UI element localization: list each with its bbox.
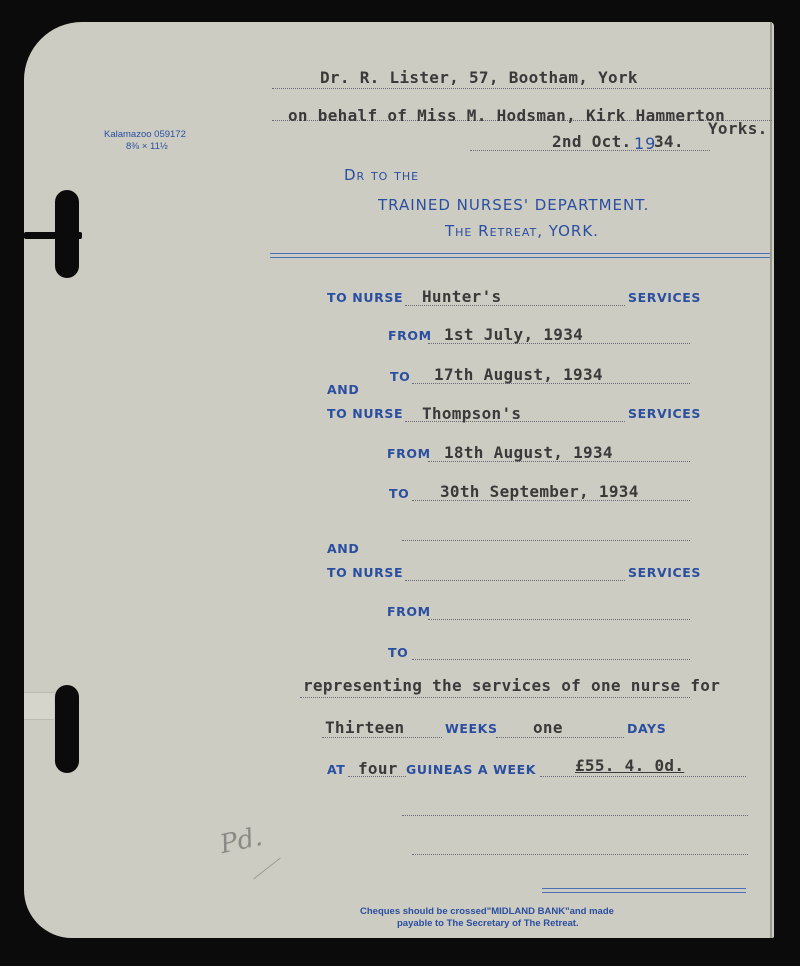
at-label: AT — [327, 762, 346, 777]
nurse-line-3 — [405, 580, 625, 581]
header-rule-2 — [270, 257, 770, 258]
days-line — [496, 737, 624, 738]
from-line-3 — [428, 619, 690, 620]
to-date-1: 17th August, 1934 — [434, 365, 603, 384]
header-rule-1 — [270, 253, 770, 254]
to-label-3: TO — [388, 645, 409, 660]
stock-label: Kalamazoo 059172 — [104, 129, 186, 140]
from-date-1: 1st July, 1934 — [444, 325, 584, 344]
to-label-1: TO — [390, 369, 411, 384]
sheet-edge — [770, 22, 772, 938]
binder-tab — [24, 692, 54, 720]
weeks-line — [322, 737, 442, 738]
from-label-1: FROM — [388, 328, 432, 343]
services-label-3: SERVICES — [628, 565, 702, 580]
binder-clip-top — [24, 232, 82, 239]
nurse-name-2: Thompson's — [422, 404, 522, 423]
total-rule-1 — [542, 888, 746, 889]
to-nurse-label-3: TO NURSE — [327, 565, 404, 580]
from-label-2: FROM — [387, 446, 431, 461]
representing-line — [300, 697, 690, 698]
on-behalf: on behalf of Miss M. Hodsman, Kirk Hammerton — [288, 106, 726, 125]
days-label: DAYS — [627, 721, 667, 736]
to-nurse-label-2: TO NURSE — [327, 406, 404, 421]
from-label-3: FROM — [387, 604, 431, 619]
date-year-printed: 19 — [634, 134, 657, 153]
total-line — [540, 776, 746, 777]
dr-to-the: Dr to the — [344, 166, 420, 184]
department-name: TRAINED NURSES' DEPARTMENT. — [378, 196, 650, 214]
services-label-2: SERVICES — [628, 406, 702, 421]
department-address: The Retreat, YORK. — [445, 222, 599, 240]
to-nurse-label-1: TO NURSE — [327, 290, 404, 305]
days-value: one — [533, 718, 563, 737]
date-year: 34. — [654, 132, 684, 151]
invoice-sheet — [24, 22, 774, 938]
weeks-value: Thirteen — [325, 718, 405, 737]
and-label-1: AND — [327, 382, 360, 397]
weeks-label: WEEKS — [445, 721, 498, 736]
county: Yorks. — [708, 119, 768, 138]
and-label-2: AND — [327, 541, 360, 556]
from-date-2: 18th August, 1934 — [444, 443, 613, 462]
pencil-annotation: Pd. — [217, 821, 266, 861]
footer-line-1: Cheques should be crossed"MIDLAND BANK"and made — [360, 906, 614, 917]
addressee-line — [272, 88, 772, 89]
to-line-3 — [412, 659, 690, 660]
extra-line-2 — [412, 854, 748, 855]
total-amount: £55. 4. 0d. — [575, 756, 685, 775]
representing-text: representing the services of one nurse for — [303, 676, 721, 695]
to-label-2: TO — [389, 486, 410, 501]
blank-line — [402, 540, 690, 541]
services-label-1: SERVICES — [628, 290, 702, 305]
binder-hole-bottom — [55, 685, 79, 773]
extra-line-1 — [402, 815, 748, 816]
stock-size: 8⅜ × 11½ — [126, 141, 168, 152]
to-date-2: 30th September, 1934 — [440, 482, 639, 501]
guineas-label: GUINEAS A WEEK — [406, 762, 537, 777]
footer-line-2: payable to The Secretary of The Retreat. — [397, 918, 579, 929]
rate-value: four — [358, 759, 398, 778]
total-rule-2 — [542, 892, 746, 893]
date-day: 2nd Oct. — [552, 132, 632, 151]
addressee: Dr. R. Lister, 57, Bootham, York — [320, 68, 638, 87]
nurse-name-1: Hunter's — [422, 287, 502, 306]
